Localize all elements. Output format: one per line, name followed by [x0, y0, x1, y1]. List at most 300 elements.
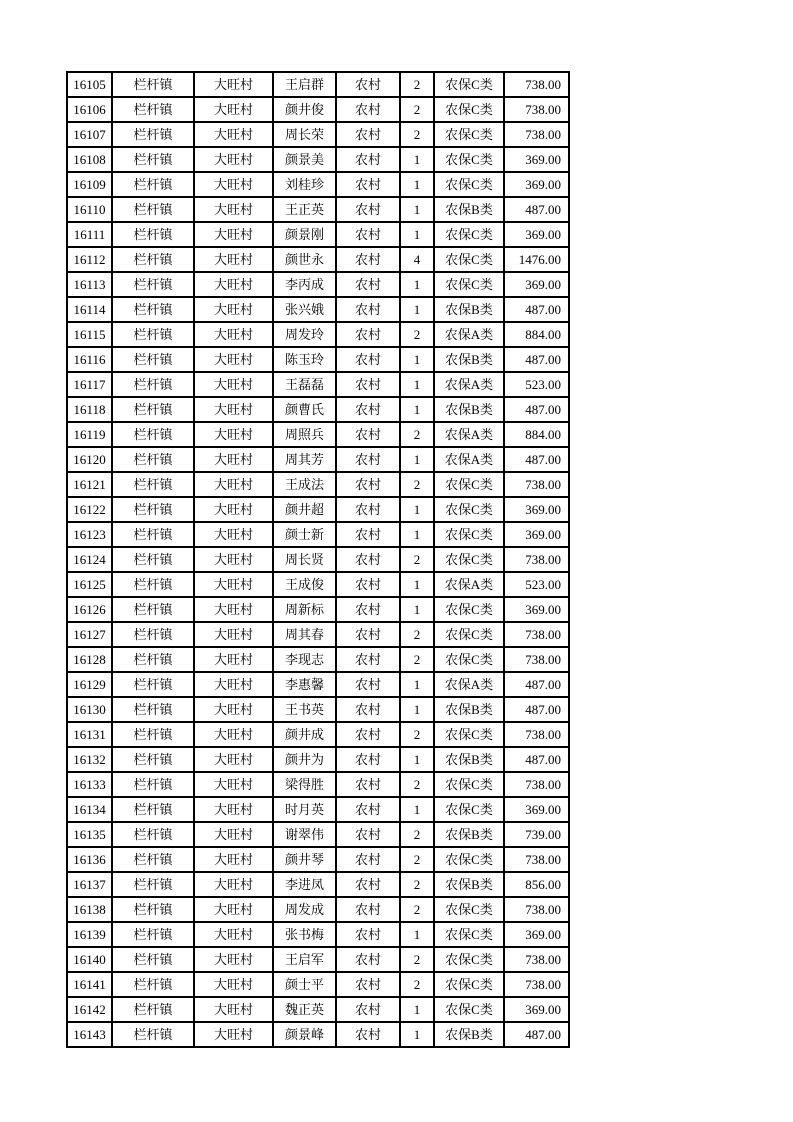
cell-serial-number: 16136: [67, 847, 112, 872]
cell-town: 栏杆镇: [112, 122, 194, 147]
cell-serial-number: 16141: [67, 972, 112, 997]
cell-amount: 487.00: [504, 347, 569, 372]
table-row: [67, 622, 569, 647]
cell-amount: 738.00: [504, 647, 569, 672]
cell-insurance-category: 农保C类: [434, 622, 504, 647]
cell-serial-number: 16117: [67, 372, 112, 397]
table-row: [67, 1022, 569, 1047]
cell-person-name: 王启群: [273, 72, 336, 97]
cell-village: 大旺村: [194, 397, 273, 422]
cell-amount: 738.00: [504, 72, 569, 97]
table-row: [67, 472, 569, 497]
cell-serial-number: 16137: [67, 872, 112, 897]
cell-serial-number: 16118: [67, 397, 112, 422]
cell-amount: 369.00: [504, 597, 569, 622]
cell-amount: 487.00: [504, 747, 569, 772]
cell-insurance-category: 农保A类: [434, 372, 504, 397]
table-row: [67, 897, 569, 922]
cell-serial-number: 16108: [67, 147, 112, 172]
cell-town: 栏杆镇: [112, 972, 194, 997]
cell-headcount: 1: [400, 672, 434, 697]
table-row: [67, 597, 569, 622]
cell-village: 大旺村: [194, 247, 273, 272]
table-row: [67, 847, 569, 872]
cell-insurance-category: 农保C类: [434, 847, 504, 872]
cell-insurance-category: 农保A类: [434, 572, 504, 597]
cell-household-type: 农村: [336, 247, 400, 272]
cell-village: 大旺村: [194, 322, 273, 347]
cell-village: 大旺村: [194, 197, 273, 222]
cell-insurance-category: 农保C类: [434, 247, 504, 272]
cell-amount: 487.00: [504, 297, 569, 322]
cell-person-name: 周发玲: [273, 322, 336, 347]
cell-town: 栏杆镇: [112, 547, 194, 572]
cell-village: 大旺村: [194, 847, 273, 872]
cell-headcount: 1: [400, 922, 434, 947]
cell-town: 栏杆镇: [112, 322, 194, 347]
cell-household-type: 农村: [336, 322, 400, 347]
cell-serial-number: 16114: [67, 297, 112, 322]
cell-headcount: 2: [400, 622, 434, 647]
cell-village: 大旺村: [194, 72, 273, 97]
table-row: [67, 222, 569, 247]
cell-amount: 369.00: [504, 222, 569, 247]
table-row: [67, 647, 569, 672]
cell-serial-number: 16135: [67, 822, 112, 847]
cell-person-name: 王磊磊: [273, 372, 336, 397]
cell-person-name: 周其芳: [273, 447, 336, 472]
cell-headcount: 2: [400, 647, 434, 672]
table-row: [67, 347, 569, 372]
table-row: [67, 972, 569, 997]
cell-insurance-category: 农保A类: [434, 322, 504, 347]
cell-amount: 523.00: [504, 572, 569, 597]
cell-village: 大旺村: [194, 222, 273, 247]
cell-village: 大旺村: [194, 1022, 273, 1047]
cell-headcount: 2: [400, 722, 434, 747]
table-row: [67, 397, 569, 422]
cell-headcount: 1: [400, 522, 434, 547]
cell-person-name: 王正英: [273, 197, 336, 222]
cell-amount: 487.00: [504, 447, 569, 472]
cell-household-type: 农村: [336, 1022, 400, 1047]
cell-insurance-category: 农保C类: [434, 772, 504, 797]
cell-town: 栏杆镇: [112, 572, 194, 597]
cell-household-type: 农村: [336, 422, 400, 447]
cell-household-type: 农村: [336, 547, 400, 572]
cell-town: 栏杆镇: [112, 522, 194, 547]
table-row: [67, 547, 569, 572]
cell-village: 大旺村: [194, 947, 273, 972]
pension-payment-table: [66, 71, 570, 1048]
cell-insurance-category: 农保C类: [434, 547, 504, 572]
cell-town: 栏杆镇: [112, 847, 194, 872]
cell-serial-number: 16116: [67, 347, 112, 372]
cell-serial-number: 16112: [67, 247, 112, 272]
cell-serial-number: 16142: [67, 997, 112, 1022]
cell-village: 大旺村: [194, 597, 273, 622]
cell-amount: 369.00: [504, 522, 569, 547]
cell-person-name: 张兴娥: [273, 297, 336, 322]
cell-amount: 738.00: [504, 947, 569, 972]
cell-town: 栏杆镇: [112, 472, 194, 497]
table-row: [67, 522, 569, 547]
cell-town: 栏杆镇: [112, 822, 194, 847]
cell-headcount: 1: [400, 172, 434, 197]
cell-serial-number: 16143: [67, 1022, 112, 1047]
cell-insurance-category: 农保C类: [434, 647, 504, 672]
cell-amount: 738.00: [504, 722, 569, 747]
cell-village: 大旺村: [194, 122, 273, 147]
table-row: [67, 172, 569, 197]
cell-household-type: 农村: [336, 372, 400, 397]
cell-headcount: 1: [400, 447, 434, 472]
cell-insurance-category: 农保C类: [434, 947, 504, 972]
table-row: [67, 872, 569, 897]
cell-town: 栏杆镇: [112, 447, 194, 472]
cell-insurance-category: 农保B类: [434, 1022, 504, 1047]
cell-serial-number: 16125: [67, 572, 112, 597]
cell-insurance-category: 农保B类: [434, 197, 504, 222]
cell-town: 栏杆镇: [112, 897, 194, 922]
cell-amount: 369.00: [504, 997, 569, 1022]
cell-headcount: 2: [400, 422, 434, 447]
table-row: [67, 247, 569, 272]
cell-town: 栏杆镇: [112, 147, 194, 172]
cell-serial-number: 16129: [67, 672, 112, 697]
cell-insurance-category: 农保C类: [434, 972, 504, 997]
cell-person-name: 周其春: [273, 622, 336, 647]
cell-person-name: 魏正英: [273, 997, 336, 1022]
table-row: [67, 297, 569, 322]
table-row: [67, 147, 569, 172]
cell-serial-number: 16132: [67, 747, 112, 772]
cell-household-type: 农村: [336, 447, 400, 472]
cell-village: 大旺村: [194, 172, 273, 197]
cell-person-name: 周照兵: [273, 422, 336, 447]
cell-town: 栏杆镇: [112, 772, 194, 797]
cell-serial-number: 16115: [67, 322, 112, 347]
cell-village: 大旺村: [194, 822, 273, 847]
table-row: [67, 947, 569, 972]
cell-amount: 739.00: [504, 822, 569, 847]
table-row: [67, 772, 569, 797]
cell-town: 栏杆镇: [112, 247, 194, 272]
cell-headcount: 1: [400, 197, 434, 222]
cell-village: 大旺村: [194, 372, 273, 397]
cell-insurance-category: 农保C类: [434, 172, 504, 197]
cell-serial-number: 16111: [67, 222, 112, 247]
cell-headcount: 1: [400, 272, 434, 297]
cell-person-name: 时月英: [273, 797, 336, 822]
cell-serial-number: 16110: [67, 197, 112, 222]
cell-amount: 369.00: [504, 922, 569, 947]
cell-person-name: 颜井为: [273, 747, 336, 772]
table-row: [67, 122, 569, 147]
cell-household-type: 农村: [336, 797, 400, 822]
cell-village: 大旺村: [194, 547, 273, 572]
cell-insurance-category: 农保B类: [434, 297, 504, 322]
cell-person-name: 谢翠伟: [273, 822, 336, 847]
cell-household-type: 农村: [336, 647, 400, 672]
cell-person-name: 周长荣: [273, 122, 336, 147]
cell-village: 大旺村: [194, 922, 273, 947]
cell-household-type: 农村: [336, 572, 400, 597]
cell-household-type: 农村: [336, 172, 400, 197]
cell-serial-number: 16107: [67, 122, 112, 147]
cell-headcount: 1: [400, 372, 434, 397]
cell-amount: 738.00: [504, 847, 569, 872]
cell-person-name: 周长贤: [273, 547, 336, 572]
cell-insurance-category: 农保C类: [434, 897, 504, 922]
cell-village: 大旺村: [194, 147, 273, 172]
cell-amount: 487.00: [504, 397, 569, 422]
cell-household-type: 农村: [336, 822, 400, 847]
cell-village: 大旺村: [194, 647, 273, 672]
cell-village: 大旺村: [194, 747, 273, 772]
cell-household-type: 农村: [336, 997, 400, 1022]
cell-headcount: 4: [400, 247, 434, 272]
cell-household-type: 农村: [336, 847, 400, 872]
cell-amount: 738.00: [504, 772, 569, 797]
table-row: [67, 272, 569, 297]
cell-insurance-category: 农保C类: [434, 472, 504, 497]
cell-serial-number: 16138: [67, 897, 112, 922]
table-row: [67, 997, 569, 1022]
cell-insurance-category: 农保C类: [434, 797, 504, 822]
cell-town: 栏杆镇: [112, 372, 194, 397]
cell-headcount: 2: [400, 972, 434, 997]
cell-serial-number: 16140: [67, 947, 112, 972]
cell-headcount: 1: [400, 572, 434, 597]
cell-headcount: 1: [400, 297, 434, 322]
cell-amount: 369.00: [504, 172, 569, 197]
cell-headcount: 1: [400, 397, 434, 422]
cell-town: 栏杆镇: [112, 622, 194, 647]
cell-amount: 738.00: [504, 472, 569, 497]
table-row: [67, 447, 569, 472]
cell-amount: 487.00: [504, 697, 569, 722]
cell-amount: 369.00: [504, 497, 569, 522]
cell-serial-number: 16106: [67, 97, 112, 122]
cell-village: 大旺村: [194, 422, 273, 447]
cell-household-type: 农村: [336, 922, 400, 947]
cell-town: 栏杆镇: [112, 347, 194, 372]
cell-household-type: 农村: [336, 747, 400, 772]
cell-headcount: 1: [400, 222, 434, 247]
cell-town: 栏杆镇: [112, 647, 194, 672]
cell-insurance-category: 农保C类: [434, 272, 504, 297]
cell-amount: 369.00: [504, 272, 569, 297]
cell-household-type: 农村: [336, 722, 400, 747]
cell-person-name: 李丙成: [273, 272, 336, 297]
cell-amount: 738.00: [504, 122, 569, 147]
cell-person-name: 颜井成: [273, 722, 336, 747]
cell-person-name: 颜曹氏: [273, 397, 336, 422]
table-row: [67, 922, 569, 947]
cell-headcount: 2: [400, 947, 434, 972]
table-row: [67, 747, 569, 772]
cell-household-type: 农村: [336, 497, 400, 522]
cell-serial-number: 16119: [67, 422, 112, 447]
cell-village: 大旺村: [194, 297, 273, 322]
cell-household-type: 农村: [336, 947, 400, 972]
cell-headcount: 1: [400, 797, 434, 822]
cell-serial-number: 16121: [67, 472, 112, 497]
cell-insurance-category: 农保C类: [434, 222, 504, 247]
cell-serial-number: 16130: [67, 697, 112, 722]
cell-insurance-category: 农保A类: [434, 672, 504, 697]
cell-headcount: 1: [400, 347, 434, 372]
cell-amount: 738.00: [504, 622, 569, 647]
cell-village: 大旺村: [194, 447, 273, 472]
cell-amount: 369.00: [504, 147, 569, 172]
cell-amount: 523.00: [504, 372, 569, 397]
cell-serial-number: 16139: [67, 922, 112, 947]
cell-amount: 1476.00: [504, 247, 569, 272]
cell-town: 栏杆镇: [112, 597, 194, 622]
cell-village: 大旺村: [194, 897, 273, 922]
cell-headcount: 2: [400, 472, 434, 497]
cell-headcount: 2: [400, 322, 434, 347]
table-row: [67, 322, 569, 347]
cell-headcount: 1: [400, 497, 434, 522]
table-row: [67, 822, 569, 847]
cell-amount: 487.00: [504, 1022, 569, 1047]
cell-village: 大旺村: [194, 97, 273, 122]
cell-amount: 738.00: [504, 897, 569, 922]
cell-insurance-category: 农保B类: [434, 747, 504, 772]
cell-person-name: 周发成: [273, 897, 336, 922]
cell-town: 栏杆镇: [112, 272, 194, 297]
cell-headcount: 2: [400, 547, 434, 572]
cell-person-name: 刘桂珍: [273, 172, 336, 197]
cell-insurance-category: 农保B类: [434, 872, 504, 897]
cell-insurance-category: 农保C类: [434, 522, 504, 547]
cell-town: 栏杆镇: [112, 497, 194, 522]
cell-headcount: 2: [400, 822, 434, 847]
cell-serial-number: 16105: [67, 72, 112, 97]
cell-headcount: 1: [400, 747, 434, 772]
cell-person-name: 李惠馨: [273, 672, 336, 697]
cell-village: 大旺村: [194, 997, 273, 1022]
cell-headcount: 2: [400, 72, 434, 97]
cell-village: 大旺村: [194, 347, 273, 372]
cell-amount: 487.00: [504, 197, 569, 222]
cell-person-name: 颜井超: [273, 497, 336, 522]
cell-village: 大旺村: [194, 672, 273, 697]
cell-town: 栏杆镇: [112, 997, 194, 1022]
cell-household-type: 农村: [336, 897, 400, 922]
cell-person-name: 周新标: [273, 597, 336, 622]
cell-amount: 738.00: [504, 97, 569, 122]
cell-household-type: 农村: [336, 272, 400, 297]
cell-insurance-category: 农保C类: [434, 597, 504, 622]
cell-insurance-category: 农保A类: [434, 422, 504, 447]
cell-person-name: 王启军: [273, 947, 336, 972]
cell-town: 栏杆镇: [112, 922, 194, 947]
cell-serial-number: 16127: [67, 622, 112, 647]
cell-household-type: 农村: [336, 972, 400, 997]
table-row: [67, 672, 569, 697]
table-row: [67, 497, 569, 522]
cell-town: 栏杆镇: [112, 297, 194, 322]
cell-town: 栏杆镇: [112, 672, 194, 697]
cell-headcount: 1: [400, 597, 434, 622]
cell-village: 大旺村: [194, 622, 273, 647]
cell-headcount: 1: [400, 997, 434, 1022]
cell-serial-number: 16120: [67, 447, 112, 472]
cell-person-name: 李现志: [273, 647, 336, 672]
table-row: [67, 722, 569, 747]
cell-amount: 884.00: [504, 422, 569, 447]
cell-town: 栏杆镇: [112, 1022, 194, 1047]
cell-amount: 369.00: [504, 797, 569, 822]
cell-household-type: 农村: [336, 622, 400, 647]
cell-person-name: 颜世永: [273, 247, 336, 272]
cell-person-name: 颜士新: [273, 522, 336, 547]
cell-town: 栏杆镇: [112, 197, 194, 222]
cell-household-type: 农村: [336, 472, 400, 497]
cell-household-type: 农村: [336, 522, 400, 547]
cell-town: 栏杆镇: [112, 172, 194, 197]
cell-insurance-category: 农保A类: [434, 447, 504, 472]
cell-serial-number: 16134: [67, 797, 112, 822]
cell-town: 栏杆镇: [112, 422, 194, 447]
cell-village: 大旺村: [194, 872, 273, 897]
cell-amount: 487.00: [504, 672, 569, 697]
cell-headcount: 1: [400, 147, 434, 172]
cell-headcount: 1: [400, 697, 434, 722]
table-row: [67, 97, 569, 122]
cell-serial-number: 16123: [67, 522, 112, 547]
cell-village: 大旺村: [194, 497, 273, 522]
cell-amount: 884.00: [504, 322, 569, 347]
cell-household-type: 农村: [336, 397, 400, 422]
cell-serial-number: 16133: [67, 772, 112, 797]
cell-serial-number: 16126: [67, 597, 112, 622]
cell-headcount: 2: [400, 872, 434, 897]
cell-insurance-category: 农保C类: [434, 997, 504, 1022]
cell-village: 大旺村: [194, 572, 273, 597]
table-body: [67, 72, 569, 1047]
cell-insurance-category: 农保C类: [434, 497, 504, 522]
cell-insurance-category: 农保C类: [434, 97, 504, 122]
table-row: [67, 572, 569, 597]
cell-household-type: 农村: [336, 222, 400, 247]
cell-person-name: 颜井俊: [273, 97, 336, 122]
table-row: [67, 797, 569, 822]
cell-amount: 738.00: [504, 972, 569, 997]
cell-headcount: 2: [400, 847, 434, 872]
cell-town: 栏杆镇: [112, 872, 194, 897]
cell-person-name: 张书梅: [273, 922, 336, 947]
cell-person-name: 陈玉玲: [273, 347, 336, 372]
cell-town: 栏杆镇: [112, 947, 194, 972]
cell-person-name: 颜景美: [273, 147, 336, 172]
table-row: [67, 372, 569, 397]
cell-household-type: 农村: [336, 197, 400, 222]
cell-village: 大旺村: [194, 272, 273, 297]
cell-village: 大旺村: [194, 697, 273, 722]
cell-serial-number: 16109: [67, 172, 112, 197]
cell-insurance-category: 农保C类: [434, 922, 504, 947]
cell-person-name: 颜士平: [273, 972, 336, 997]
cell-household-type: 农村: [336, 122, 400, 147]
cell-household-type: 农村: [336, 72, 400, 97]
cell-person-name: 王成法: [273, 472, 336, 497]
cell-household-type: 农村: [336, 872, 400, 897]
